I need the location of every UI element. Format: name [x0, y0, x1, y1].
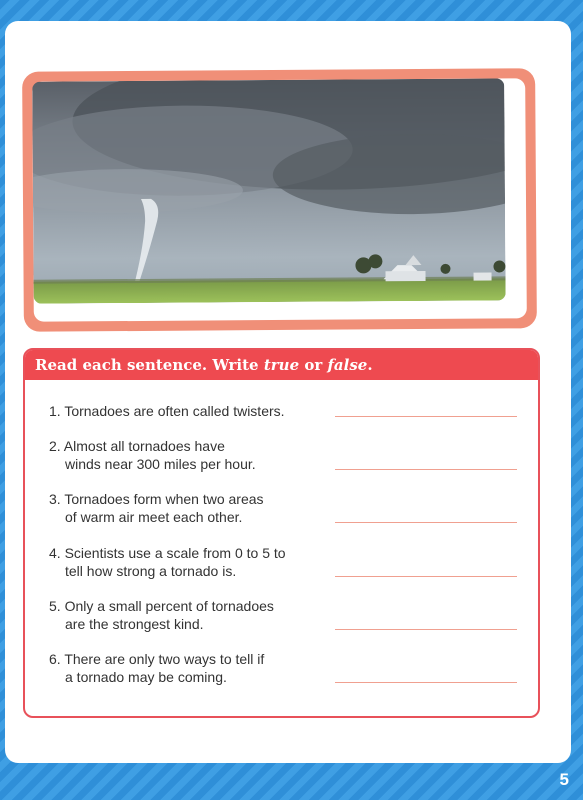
question-text-continued: winds near 300 miles per hour.: [65, 456, 256, 472]
true-false-quiz: [23, 348, 540, 718]
question-2: [49, 437, 349, 473]
question-text-continued: tell how strong a tornado is.: [65, 563, 237, 579]
answer-line-6[interactable]: [335, 682, 517, 683]
question-text-continued: a tornado may be coming.: [65, 669, 227, 685]
answer-line-2[interactable]: [335, 469, 517, 470]
question-4: [49, 544, 349, 580]
question-text-continued: of warm air meet each other.: [65, 509, 243, 525]
question-3: [49, 490, 349, 526]
question-text: 1. Tornadoes are often called twisters.: [49, 403, 285, 419]
photo-frame: [22, 68, 537, 332]
instructions-prefix: Read each sentence. Write: [35, 356, 264, 374]
word-true: true: [263, 356, 300, 374]
question-5: [49, 597, 349, 633]
answer-line-3[interactable]: [335, 522, 517, 523]
tornado-photo: [32, 78, 506, 303]
instructions-suffix: .: [367, 356, 373, 374]
instructions-middle: or: [299, 356, 328, 374]
question-text-continued: are the strongest kind.: [65, 616, 204, 632]
answer-line-1[interactable]: [335, 416, 517, 417]
answer-line-5[interactable]: [335, 629, 517, 630]
question-1: [49, 402, 349, 420]
question-text: 4. Scientists use a scale from 0 to 5 to: [49, 545, 286, 561]
question-6: [49, 650, 349, 686]
question-text: 6. There are only two ways to tell if: [49, 651, 265, 667]
question-text: 2. Almost all tornadoes have: [49, 438, 225, 454]
question-text: 3. Tornadoes form when two areas: [49, 491, 264, 507]
question-text: 5. Only a small percent of tornadoes: [49, 598, 274, 614]
word-false: false: [327, 356, 368, 374]
page-number: 5: [559, 770, 569, 789]
answer-line-4[interactable]: [335, 576, 517, 577]
instructions-header: [25, 350, 538, 380]
